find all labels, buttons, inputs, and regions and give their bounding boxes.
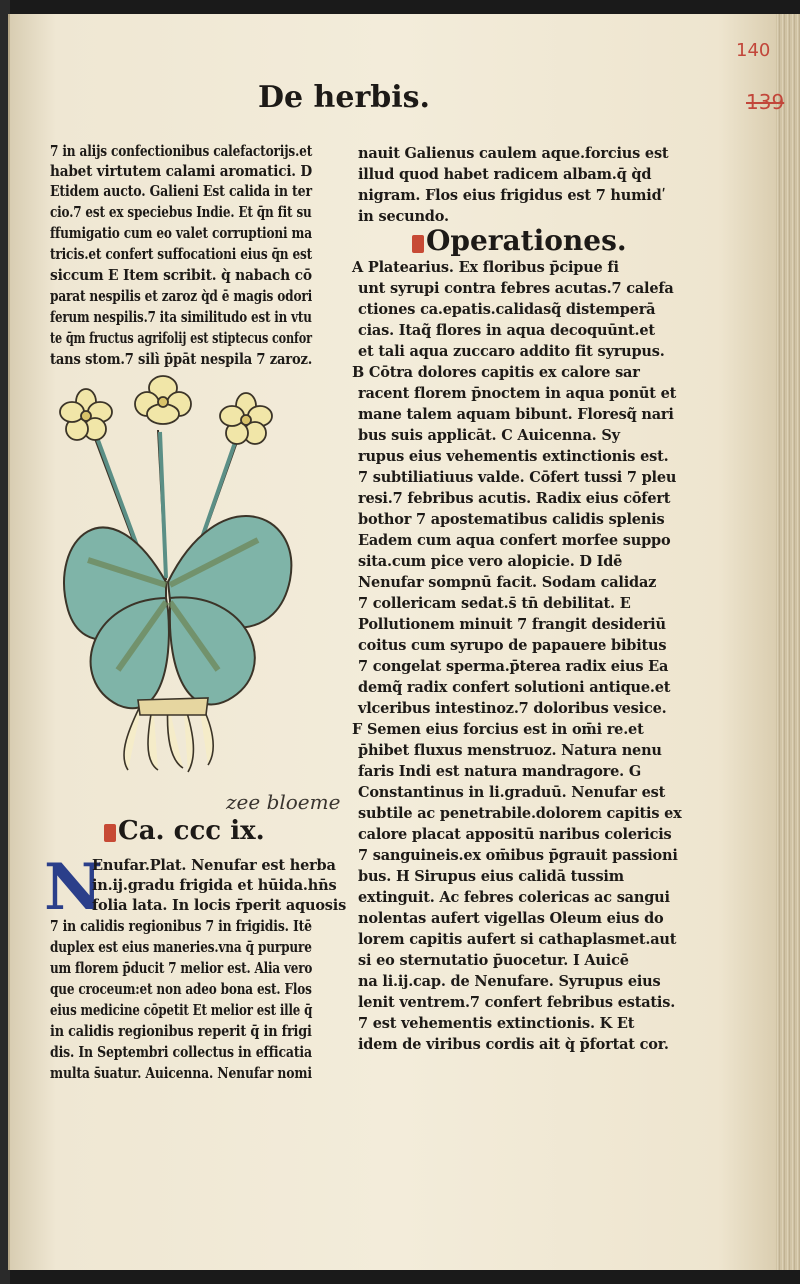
text-line: A Platearius. Ex floribus p̄cipue fi	[352, 259, 619, 276]
text-line: in calidis regionibus reperit q̄ in frigi	[50, 1023, 312, 1040]
text-line: in secundo.	[358, 208, 449, 225]
text-line: resi.7 febribus acutis. Radix eius cōfert	[358, 490, 671, 507]
text-line: demq̃ radix confert solutioni antique.et	[358, 679, 671, 696]
text-line: illud quod habet radicem albam.q̄ q̀d	[358, 166, 652, 183]
struck-folio-number: 139	[746, 90, 785, 114]
rubric-mark	[412, 235, 424, 253]
text-line: siccum E Item scribit. q̀ nabach cō	[50, 267, 312, 284]
text-line: F Semen eius forcius est in om̄i re.et	[352, 721, 644, 738]
text-line: folia lata. In locis r̄perit aquosis	[92, 897, 347, 914]
text-line: B Cōtra dolores capitis ex calore sar	[352, 364, 640, 381]
text-line: Enufar.Plat. Nenufar est herba	[92, 857, 336, 874]
text-line: tricis.et confert suffocationi eius q̄n est	[50, 246, 313, 263]
text-line: lorem capitis aufert si cathaplasmet.aut	[358, 931, 677, 948]
text-line: 7 in calidis regionibus 7 in frigidis. Itē	[50, 918, 312, 935]
text-line: um florem p̄ducit 7 melior est. Alia vero	[50, 960, 313, 977]
text-line: calore placat appositū naribus colericis	[358, 826, 672, 843]
text-line: cio.7 est ex speciebus Indie. Et q̄n fit su	[50, 204, 312, 221]
text-line: si eo sternutatio p̄uocetur. I Auicē	[358, 952, 629, 969]
text-line: multa s̄uatur. Auicenna. Nenufar nomi	[50, 1065, 312, 1082]
text-line: te q̄m fructus agrifolij est stiptecus confor	[50, 330, 312, 347]
running-title: De herbis.	[258, 80, 430, 115]
water-lily-woodcut	[48, 370, 308, 790]
text-line: 7 in alijs confectionibus calefactorijs.et	[50, 143, 313, 160]
text-line: rupus eius vehementis extinctionis est.	[358, 448, 669, 465]
text-line: 7 subtiliatiuus valde. Cōfert tussi 7 pleu	[358, 469, 677, 486]
chapter-heading	[104, 816, 265, 846]
text-line: coitus cum syrupo de papauere bibitus	[358, 637, 667, 654]
folio-number: 140	[736, 40, 771, 61]
text-line: Nenufar sompnū facit. Sodam calidaz	[358, 574, 657, 591]
text-line: in.ij.gradu frigida et hūida.hn̄s	[92, 877, 337, 894]
chapter-number: Ca. ccc ix.	[118, 816, 265, 846]
text-line: parat nespilis et zaroz q̀d ē magis odori	[50, 288, 313, 305]
handwritten-marginal-note: zee bloeme	[226, 790, 341, 814]
text-line: nauit Galienus caulem aque.forcius est	[358, 145, 669, 162]
text-line: p̄hibet fluxus menstruoz. Natura nenu	[358, 742, 662, 759]
section-heading	[412, 224, 627, 257]
text-line: bus suis applicāt. C Auicenna. Sy	[358, 427, 620, 444]
text-line: 7 sanguineis.ex om̄ibus p̄grauit passioni	[358, 847, 678, 864]
text-line: 7 congelat sperma.p̄terea radix eius Ea	[358, 658, 669, 675]
text-line: eius medicine cōpetit Et melior est ille q̄	[50, 1002, 313, 1019]
text-line: Etidem aucto. Galieni Est calida in ter	[50, 183, 312, 200]
text-line: subtile ac penetrabile.dolorem capitis ex	[358, 805, 682, 822]
text-line: dis. In Septembri collectus in efficatia	[50, 1044, 312, 1061]
text-line: que croceum:et non adeo bona est. Flos	[50, 981, 312, 998]
initial-letter: N	[44, 850, 103, 925]
text-line: bothor 7 apostematibus calidis splenis	[358, 511, 665, 528]
text-line: lenit ventrem.7 confert febribus estatis.	[358, 994, 676, 1011]
text-line: unt syrupi contra febres acutas.7 calefa	[358, 280, 674, 297]
text-line: na li.ij.cap. de Nenufare. Syrupus eius	[358, 973, 661, 990]
text-line: faris Indi est natura mandragore. G	[358, 763, 642, 780]
text-line: extinguit. Ac febres colericas ac sangui	[358, 889, 670, 906]
text-line: sita.cum pice vero alopicie. D Idē	[358, 553, 623, 570]
rubric-mark	[104, 824, 116, 842]
text-line: vlceribus intestinoz.7 doloribus vesice.	[358, 700, 667, 717]
text-line: ferum nespilis.7 ita similitudo est in vtu	[50, 309, 312, 326]
text-line: 7 est vehementis extinctionis. K Et	[358, 1015, 635, 1032]
text-line: idem de viribus cordis ait q̀ p̄fortat cor.	[358, 1036, 669, 1053]
text-line: habet virtutem calami aromatici. D	[50, 163, 313, 180]
text-line: ffumigatio cum eo valet corruptioni ma	[50, 225, 312, 242]
text-line: bus. H Sirupus eius calidā tussim	[358, 868, 624, 885]
text-line: 7 collericam sedat.s̄ tn̄ debilitat. E	[358, 595, 631, 612]
text-line: duplex est eius maneries.vna q̄ purpure	[50, 939, 312, 956]
text-line: racent florem p̄noctem in aqua ponūt et	[358, 385, 677, 402]
text-line: nigram. Flos eius frigidus est 7 humidʹ	[358, 187, 666, 204]
text-line: Constantinus in li.graduū. Nenufar est	[358, 784, 666, 801]
text-line: Pollutionem minuit 7 frangit desideriū	[358, 616, 666, 633]
page-edges	[776, 14, 800, 1270]
section-heading-text: Operationes.	[426, 224, 627, 257]
text-line: et tali aqua zuccaro addito fit syrupus.	[358, 343, 665, 360]
text-line: mane talem aquam bibunt. Floresq̃ nari	[358, 406, 674, 423]
text-line: Eadem cum aqua confert morfee suppo	[358, 532, 671, 549]
text-line: ctiones ca.epatis.calidasq̃ distemperā	[358, 301, 656, 318]
text-line: cias. Itaq̃ flores in aqua decoquūnt.et	[358, 322, 655, 339]
text-line: nolentas aufert vigellas Oleum eius do	[358, 910, 664, 927]
text-line: tans stom.7 silì p̄pāt nespila 7 zaroz.	[50, 351, 313, 368]
